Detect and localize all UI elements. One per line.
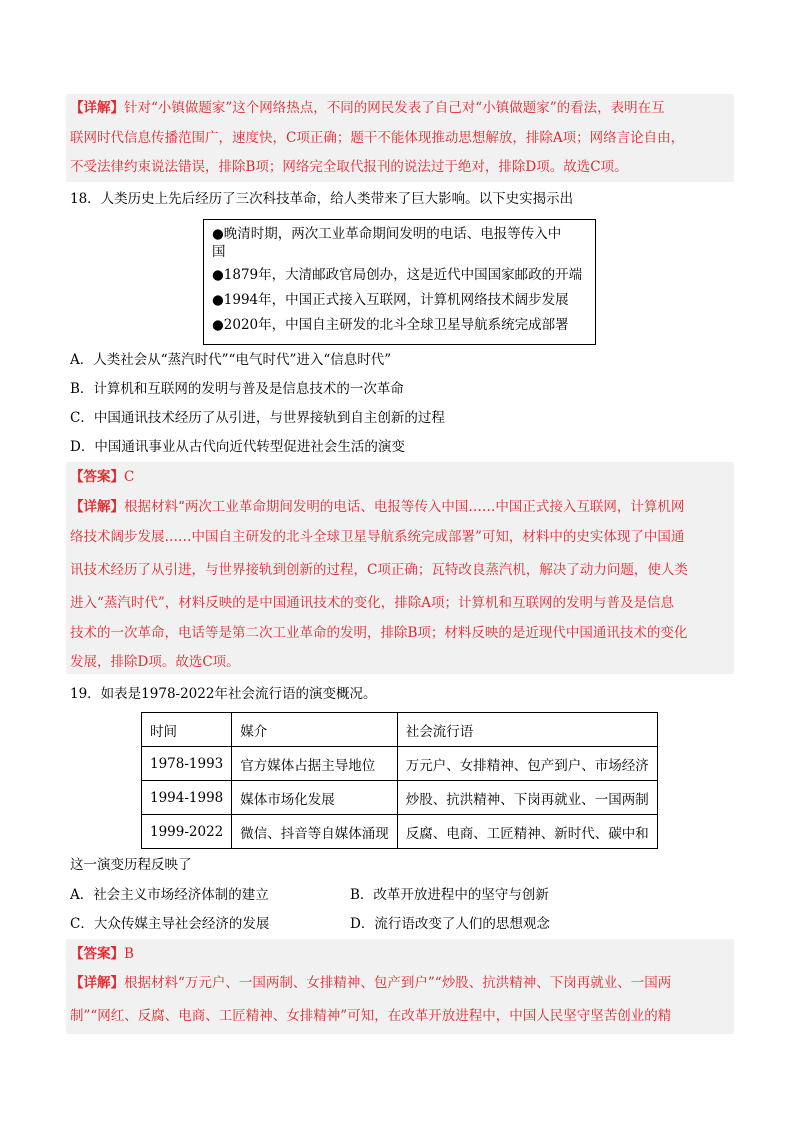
table-header-cell: 社会流行语	[397, 713, 657, 747]
table-cell: 官方媒体占据主导地位	[232, 747, 398, 781]
material-item: ●晚清时期，两次工业革命期间发明的电话、电报等传入中	[212, 226, 562, 242]
answer-value: C	[124, 469, 135, 485]
table-cell: 炒股、抗洪精神、下岗再就业、一国两制	[397, 781, 657, 815]
q19-table	[141, 712, 658, 849]
detail-label: 【详解】	[70, 975, 124, 991]
q19-detail-line-1	[70, 973, 671, 993]
q18-option-d: D．中国通讯事业从古代向近代转型促进社会生活的演变	[70, 439, 405, 455]
table-cell: 微信、抖音等自媒体涌现	[232, 815, 398, 849]
q18-detail-line-6: 发展，排除D项。故选C项。	[70, 654, 240, 670]
q18-detail-line-3: 讯技术经历了从引进，与世界接轨到创新的过程，C项正确；瓦特改良蒸汽机，解决了动力问题，使人类	[70, 562, 688, 578]
detail-text: 针对“小镇做题家”这个网络热点，不同的网民发表了自己对“小镇做题家”的看法，表明在互	[124, 100, 665, 116]
table-cell: 媒体市场化发展	[232, 781, 398, 815]
q19-stem: 19．如表是1978-2022年社会流行语的演变概况。	[70, 686, 377, 702]
q19-option-a: A．社会主义市场经济体制的建立	[70, 887, 269, 903]
table-cell: 1978-1993	[142, 747, 232, 781]
q17-detail-line-3: 不受法律约束说法错误，排除B项；网络完全取代报刊的说法过于绝对，排除D项。故选C项。	[70, 159, 628, 175]
q18-detail-line-4: 进入“蒸汽时代”，材料反映的是中国通讯技术的变化，排除A项；计算机和互联网的发明与普及是信息	[70, 595, 675, 611]
answer-value: B	[124, 946, 134, 962]
q19-option-c: C．大众传媒主导社会经济的发展	[70, 916, 270, 932]
material-item: ●1879年，大清邮政官局创办，这是近代中国国家邮政的开端	[212, 267, 583, 283]
material-item-continued: 国	[212, 244, 226, 260]
q18-material-box	[203, 219, 596, 345]
q19-option-d: D．流行语改变了人们的思想观念	[350, 916, 550, 932]
q19-option-b: B．改革开放进程中的坚守与创新	[350, 887, 549, 903]
material-item: ●2020年，中国自主研发的北斗全球卫星导航系统完成部署	[212, 317, 569, 333]
detail-label: 【详解】	[70, 100, 124, 116]
q19-answer	[70, 944, 134, 964]
table-header-cell: 媒介	[232, 713, 398, 747]
q18-detail-line-5: 技术的一次革命，电话等是第二次工业革命的发明，排除B项；材料反映的是近现代中国通讯技术的变化	[70, 625, 688, 641]
q17-detail-line-1	[70, 98, 665, 118]
table-row	[142, 747, 658, 781]
table-header-cell: 时间	[142, 713, 232, 747]
table-row	[142, 815, 658, 849]
detail-text: 根据材料“万元户、一国两制、女排精神、包产到户”“炒股、抗洪精神、下岗再就业、一国两	[124, 975, 672, 991]
table-row	[142, 781, 658, 815]
detail-label: 【详解】	[70, 499, 124, 515]
table-cell: 1999-2022	[142, 815, 232, 849]
table-cell: 反腐、电商、工匠精神、新时代、碳中和	[397, 815, 657, 849]
answer-label: 【答案】	[70, 469, 124, 485]
answer-label: 【答案】	[70, 946, 124, 962]
material-item: ●1994年，中国正式接入互联网，计算机网络技术阔步发展	[212, 292, 569, 308]
table-header-row	[142, 713, 658, 747]
table-cell: 万元户、女排精神、包产到户、市场经济	[397, 747, 657, 781]
q19-detail-line-2: 制”“网红、反腐、电商、工匠精神、女排精神”可知，在改革开放进程中，中国人民坚守坚苦创业的精	[70, 1008, 672, 1024]
q18-option-a: A．人类社会从“蒸汽时代”“电气时代”进入“信息时代”	[70, 352, 392, 368]
q18-option-c: C．中国通讯技术经历了从引进，与世界接轨到自主创新的过程	[70, 410, 445, 426]
q17-detail-line-2: 联网时代信息传播范围广，速度快，C项正确；题干不能体现推动思想解放，排除A项；网络言论自由，	[70, 130, 685, 146]
detail-text: 根据材料“两次工业革命期间发明的电话、电报等传入中国……中国正式接入互联网，计算机网	[124, 499, 685, 515]
q18-detail-line-2: 络技术阔步发展……中国自主研发的北斗全球卫星导航系统完成部署”可知，材料中的史实体现了中国通	[70, 529, 685, 545]
q18-stem: 18．人类历史上先后经历了三次科技革命，给人类带来了巨大影响。以下史实揭示出	[70, 191, 574, 207]
q18-answer	[70, 467, 134, 487]
q18-option-b: B．计算机和互联网的发明与普及是信息技术的一次革命	[70, 381, 404, 397]
table-cell: 1994-1998	[142, 781, 232, 815]
q18-detail-line-1	[70, 497, 684, 517]
q19-prompt: 这一演变历程反映了	[70, 857, 192, 873]
